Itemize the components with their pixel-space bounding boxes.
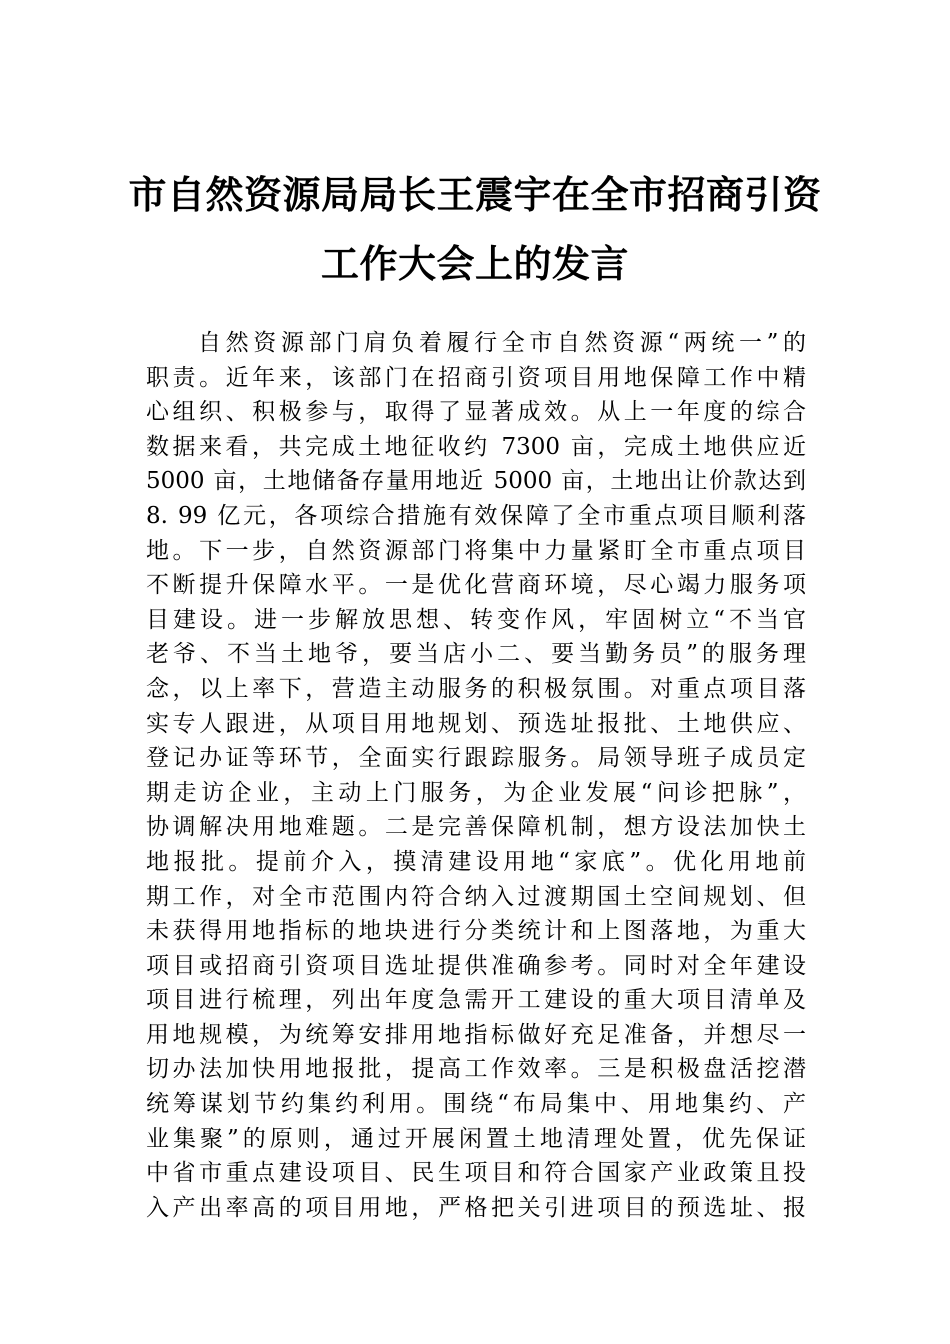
body-line: 期走访企业，主动上门服务，为企业发展“问诊把脉”，	[146, 779, 806, 806]
body-line: 期工作，对全市范围内符合纳入过渡期国土空间规划、但	[146, 883, 806, 910]
body-line: 用地规模，为统筹安排用地指标做好充足准备，并想尽一	[146, 1021, 806, 1048]
body-line: 5000 亩，土地储备存量用地近 5000 亩，土地出让价款达到	[146, 468, 806, 495]
body-line: 登记办证等环节，全面实行跟踪服务。局领导班子成员定	[146, 745, 806, 772]
document-title-line-2: 工作大会上的发言	[320, 241, 629, 286]
document-body	[146, 326, 806, 1225]
body-line: 目建设。进一步解放思想、转变作风，牢固树立“不当官	[146, 606, 806, 633]
body-line: 切办法加快用地报批，提高工作效率。三是积极盘活挖潜	[146, 1056, 806, 1083]
body-line: 老爷、不当土地爷，要当店小二、要当勤务员”的服务理	[146, 641, 806, 668]
body-line: 统筹谋划节约集约利用。围绕“布局集中、用地集约、产	[146, 1091, 806, 1118]
body-line: 8. 99 亿元，各项综合措施有效保障了全市重点项目顺利落	[146, 502, 806, 529]
body-line: 未获得用地指标的地块进行分类统计和上图落地，为重大	[146, 918, 806, 945]
body-line: 职责。近年来，该部门在招商引资项目用地保障工作中精	[146, 364, 806, 391]
body-line: 念，以上率下，营造主动服务的积极氛围。对重点项目落	[146, 675, 806, 702]
body-line: 入产出率高的项目用地，严格把关引进项目的预选址、报	[146, 1194, 806, 1221]
body-line: 业集聚”的原则，通过开展闲置土地清理处置，优先保证	[146, 1125, 806, 1152]
body-line: 地报批。提前介入，摸清建设用地“家底”。优化用地前	[146, 848, 806, 875]
body-line: 项目进行梳理，列出年度急需开工建设的重大项目清单及	[146, 987, 806, 1014]
body-line: 实专人跟进，从项目用地规划、预选址报批、土地供应、	[146, 710, 806, 737]
body-line: 自然资源部门肩负着履行全市自然资源“两统一”的	[198, 330, 806, 356]
body-line: 项目或招商引资项目选址提供准确参考。同时对全年建设	[146, 952, 806, 979]
body-line: 心组织、积极参与，取得了显著成效。从上一年度的综合	[146, 399, 806, 426]
body-line: 不断提升保障水平。一是优化营商环境，尽心竭力服务项	[146, 572, 806, 599]
body-line: 地。下一步，自然资源部门将集中力量紧盯全市重点项目	[146, 537, 806, 564]
document-title-line-1: 市自然资源局局长王震宇在全市招商引资	[128, 172, 822, 217]
body-line: 协调解决用地难题。二是完善保障机制，想方设法加快土	[146, 814, 806, 841]
body-line: 数据来看，共完成土地征收约 7300 亩，完成土地供应近	[146, 433, 806, 460]
body-line: 中省市重点建设项目、民生项目和符合国家产业政策且投	[146, 1160, 806, 1187]
